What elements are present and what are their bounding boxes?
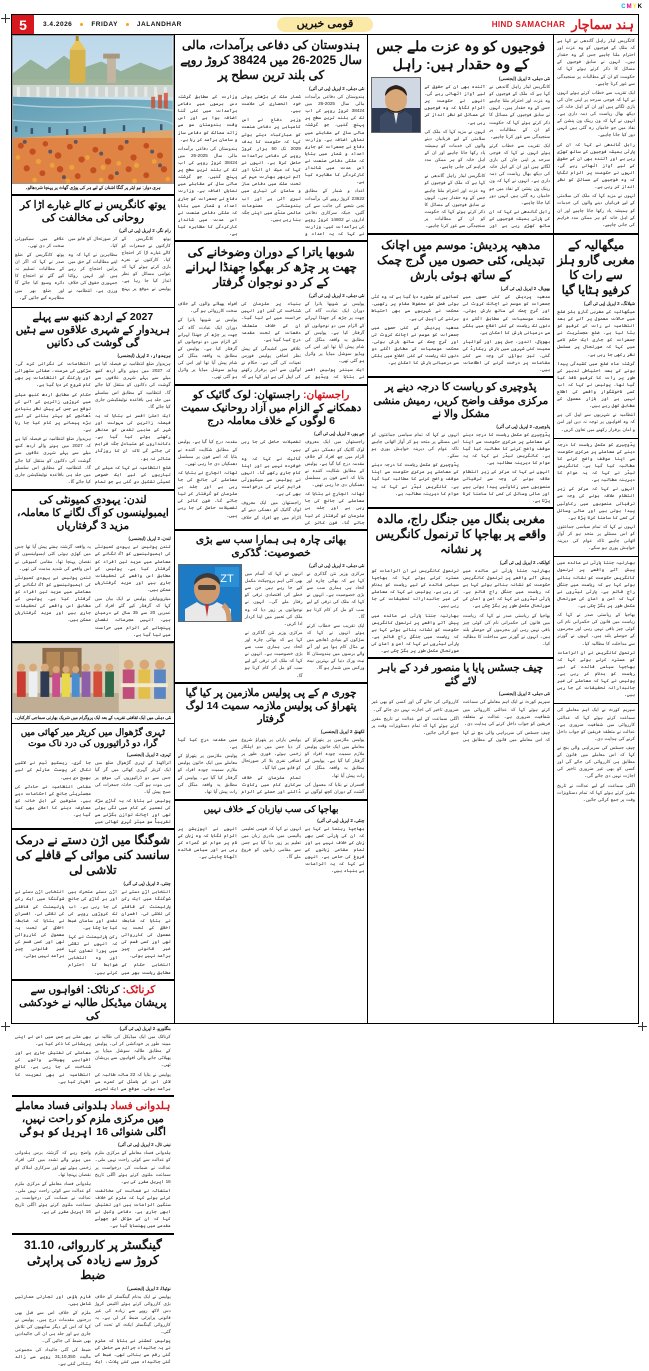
- column-far-right: [554, 35, 638, 1023]
- article-headline: [178, 687, 365, 726]
- article-byline: ہریدوار، 2 اپریل (ایجنسی): [117, 353, 171, 359]
- publication-city: JALANDHAR: [136, 21, 182, 28]
- article-body: میگھالیہ کے مغربی گارو ہلز ضلع میں حالات معمول پر آنے کے بعد انتظامیہ نے رات کے کرفیو کو ہٹا لیا ہے۔ ضلع مجسٹریٹ نے جمعرات کو جاری ایک حکم نامے میں کہا کہ صورتحال پر مسلسل نظر رکھی جا رہی ہے۔ گزشتہ ماہ ضلع میں کشیدگی پیدا ہونے کے بعد احتیاطی تدبیر کے طور پر رات کا کرفیو نافذ کیا گیا تھا۔ پولیس نے کہا کہ اب کسی ناخوشگوار واقعے کی اطلاع نہیں ہے اور بازار معمول کے مطابق کھل رہے ہیں۔ انتظامیہ نے شہریوں سے اپیل کی ہے کہ وہ افواہوں پر توجہ نہ دیں اور امن و امان برقرار رکھنے میں تعاون کریں۔: [557, 308, 635, 432]
- dateline: [34, 21, 182, 28]
- article-body: انتخابی اڑن دستے نے شوگنگا میں ایک رکن پارلیمنٹ کے قافلے کی تلاشی لی۔ افسران نے بتایا کہ ضابطہ اخلاق کے تحت یہ معمول کی کارروائی تھی اور کسی قسم کی غیر قانونی چیز برآمد نہیں ہوئی۔ انتخابی حکام کے مطابق ریاست بھر میں اڑن دستے متحرک ہیں اور ہر گاڑی کی جانچ کی جا رہی ہے۔ اب تک کروڑوں روپے کی نقدی اور سامان ضبط کیا جا چکا ہے۔ رکن پارلیمنٹ نے کہا کہ انہوں نے تلاشی میں پورا تعاون کیا اور وہ انتخابی ضوابط کا احترام کرتے ہیں۔ انتخابی اڑن دستے نے شوگنگا میں ایک رکن پارلیمنٹ کے قافلے کی تلاشی لی۔ افسران نے بتایا کہ ضابطہ اخلاق کے تحت یہ معمول کی کارروائی تھی اور کسی قسم کی غیر قانونی چیز برآمد نہیں ہوئی۔: [15, 889, 171, 975]
- brand-name-english: HIND SAMACHAR: [491, 20, 566, 29]
- column-right: [368, 35, 554, 1023]
- article-body: سپریم کورٹ نے ایک اہم معاملے کی سماعت کرتے ہوئے کہا کہ عدالتی کارروائی میں شفافیت ضروری ہے۔ عدالت نے متعلقہ فریقین کو جواب داخل کرنے کی ہدایت دی۔ چیف جسٹس کی سربراہی والی بنچ نے کہا کہ اس معاملے میں قانون کے مطابق ہی کارروائی کی جائے گی اور کسی کو بھی غیر ضروری تاخیر کی اجازت نہیں دی جائے گی۔ اگلی سماعت کے لیے عدالت نے تاریخ مقرر کرتے ہوئے کہا کہ تمام دستاویزات وقت پر جمع کرائی جائیں۔: [557, 707, 635, 802]
- group-photo-figure: [12, 641, 174, 723]
- article-body: کرناٹک میں ایک میڈیکل کی طالبہ نے مبینہ طور پر خودکشی کر لی۔ پولیس کے مطابق طالبہ سوشل میڈیا پر پھیلائی جانے والی افواہوں سے پریشان تھی۔ پولیس نے بتایا کہ 22 سالہ طالبہ کی لاش اس کے ہاسٹل کے کمرے سے برآمد ہوئی۔ موقع سے ایک تحریر بھی ملی ہے جس میں اس نے اپنی پریشانی کا ذکر کیا ہے۔ معاملے کی تفتیش جاری ہے اور افواہیں پھیلانے والوں کی شناخت کی جا رہی ہے۔ کالج انتظامیہ نے بھی تعزیت کا اظہار کیا ہے۔: [15, 1034, 171, 1091]
- article-byline: پڈوچیری، 2 اپریل (پی ٹی آئی): [496, 423, 551, 429]
- article-body: ہریدوار ضلع انتظامیہ نے فیصلہ کیا ہے کہ 2027 میں ہونے والے اردھ کنبھ میلے سے پہلے شہری علاقوں سے گوشت کی دکانوں کو منتقل کیا جائے گا۔ انتظامیہ کے مطابق اس سلسلے میں جلد ہی باقاعدہ نوٹیفکیشن جاری کیا جائے گا۔ ایک اعلیٰ افسر نے بتایا کہ یہ فیصلہ زائرین کی سہولت اور شہر کے مذہبی تقدس کو مدنظر رکھتے ہوئے کیا گیا ہے۔ دکانداروں کو متبادل جگہ فراہم کی جائے گی تاکہ ان کا روزگار متاثر نہ ہو۔ ضلع انتظامیہ نے کہا کہ میلے کی تیاریوں کے لیے ایک خصوصی کمیٹی تشکیل دی گئی ہے جو تمام انتظامات کی نگرانی کرے گی۔ سڑکوں کی مرمت، صفائی ستھرائی اور پارکنگ کے انتظامات پر بھی کام شروع کر دیا گیا ہے۔ حکام کے مطابق اردھ کنبھ میلے میں کروڑوں زائرین کے آنے کی توقع ہے جس کے پیش نظر بنیادی ڈھانچے کو بہتر بنانے کے لیے بڑے پیمانے پر کام کیا جا رہا ہے۔ ہریدوار ضلع انتظامیہ نے فیصلہ کیا ہے کہ 2027 میں ہونے والے اردھ کنبھ میلے سے پہلے شہری علاقوں سے گوشت کی دکانوں کو منتقل کیا جائے گا۔ انتظامیہ کے مطابق اس سلسلے میں جلد ہی باقاعدہ نوٹیفکیشن جاری کیا جائے گا۔: [15, 361, 171, 484]
- article-byline: نوئیڈا، 2 اپریل (ایجنسی): [127, 1285, 171, 1291]
- article-byline: نئی دہلی، 2 اپریل (پی ٹی آئی): [309, 563, 365, 568]
- article-london-arrests: [12, 489, 174, 641]
- headline-main: ہندوستان کی دفاعی برآمدات، مالی سال 2025-26 میں 38424 کروڑ روپے کی بلند ترین سطح پر: [180, 38, 362, 82]
- article-byline: لندن، 2 اپریل (ایجنسی): [128, 536, 171, 542]
- article-byline: نئی دہلی، 2 اپریل (ایجنسی): [499, 76, 551, 81]
- article-police-stone-pelting: [175, 682, 368, 799]
- headline-main: 2027 کے اردھ کنبھ سے پہلے ہریدوار کے شہری علاقوں سے ہٹیں گی گوشت کی دکانیں: [15, 310, 171, 349]
- column-center: [175, 35, 369, 1023]
- article-byline: رام نگر، 2 اپریل (پی ٹی آئی): [119, 227, 171, 233]
- headline-main: ٹہری گڑھوال میں کریٹر میر کھائی میں گرا، دو ڈرائیوروں کی درد ناک موت: [20, 726, 166, 749]
- article-rajasthan-case: [175, 384, 368, 529]
- headline-kicker: کرناٹک:: [122, 983, 156, 996]
- article-headline: [178, 534, 365, 560]
- article-headline: [15, 1238, 171, 1283]
- headline-main: چیف جسٹس پایا یا منصور فرد کے باہر لائے گئے: [378, 662, 544, 688]
- article-mp-weather: [368, 233, 553, 376]
- headline-main: میگھالیہ کے مغربی گارو ہلز سے رات کا کرفیو ہٹایا گیا: [557, 237, 635, 297]
- article-body: راجستھان میں ایک معروف لوک گائیک کو دھمکی دینے کے الزام میں چھ افراد کے خلاف مقدمہ درج کیا گیا ہے۔ پولیس کے مطابق شکایت کنندہ نے بتایا کہ اسے فون پر مسلسل دھمکیاں دی جا رہی تھیں۔ تھانہ انچارج نے بتایا کہ معاملے کی جانچ کی جا رہی ہے اور جلد ہی ملزمان کو گرفتار کر لیا جائے گا۔ فون کالز کی تفصیلات حاصل کی جا رہی ہیں۔ گائیک نے کہا کہ وہ خوفزدہ نہیں ہے اور اپنا کام جاری رکھے گا۔ انہوں نے پولیس سے سیکیورٹی فراہم کرنے کی درخواست بھی کی ہے۔ راجستھان میں ایک معروف لوک گائیک کو دھمکی دینے کے الزام میں چھ افراد کے خلاف مقدمہ درج کیا گیا ہے۔ پولیس کے مطابق شکایت کنندہ نے بتایا کہ اسے فون پر مسلسل دھمکیاں دی جا رہی تھیں۔ تھانہ انچارج نے بتایا کہ معاملے کی جانچ کی جا رہی ہے اور جلد ہی ملزمان کو گرفتار کر لیا جائے گا۔ فون کالز کی تفصیلات حاصل کی جا رہی ہیں۔: [177, 439, 365, 525]
- brand-logo: [492, 17, 638, 33]
- article-headline: [178, 804, 365, 815]
- article-byline: چنئی، 2 اپریل (پی ٹی آئی): [317, 817, 365, 823]
- article-bengal-jungle-raj: [368, 507, 553, 657]
- article-body: کانگریس لیڈر راہل گاندھی نے کہا ہے کہ ملک کے فوجیوں کو وہ عزت اور احترام ملنا چاہیے جس کے وہ حقدار ہیں۔ انہوں نے سابق فوجیوں کے مسائل کا ذکر کرتے ہوئے کہا کہ حکومت کو ان کے مطالبات پر سنجیدگی سے غور کرنا چاہیے۔ ایک تقریب سے خطاب کرتے ہوئے انہوں نے کہا کہ فوجی سرحد پر اپنی جان کی بازی لگاتے ہیں اور ان کے اہل خانہ کی دیکھ بھال ریاست کی ذمہ داری ہے۔ انہوں نے کہا کہ ون رینک ون پنشن کے نفاذ میں جو خامیاں رہ گئی ہیں انہیں دور کیا جانا چاہیے۔ راہل گاندھی نے کہا کہ ان کی پارٹی ہمیشہ فوجیوں کے ساتھ کھڑی رہی ہے اور آئندہ بھی ان کے حقوق کے لیے آواز اٹھاتی رہے گی۔ انہوں نے حکومت پر الزام لگایا کہ وہ فوجیوں کے مسائل کو نظر انداز کر رہی ہے۔ انہوں نے مزید کہا کہ ملک کی سلامتی کے لیے قربانیاں دینے والوں کی خدمات کو ہمیشہ یاد رکھا جانا چاہیے اور ان کے اہل خانہ کو ہر ممکن مدد فراہم کی جانی چاہیے۔ کانگریس لیڈر راہل گاندھی نے کہا ہے کہ ملک کے فوجیوں کو وہ عزت اور احترام ملنا چاہیے جس کے وہ حقدار ہیں۔ انہوں نے سابق فوجیوں کے مسائل کا ذکر کرتے ہوئے کہا کہ حکومت کو ان کے مطالبات پر سنجیدگی سے غور کرنا چاہیے۔: [424, 84, 551, 229]
- article-byline: ٹہری، 2 اپریل (ایجنسی): [127, 752, 171, 758]
- article-body: مرکزی وزیر نتن گڈکری نے کہا ہے کہ بھائی چارہ اور اتحاد ہی ہماری سب سے بڑی خصوصیت ہے۔ انہوں نے کہا کہ ملک کی ترقی کے لیے سب کو مل کر کام کرنا ہو گا۔ ایک تقریب سے خطاب کرتے ہوئے انہوں نے کہا کہ سڑکوں کے بنیادی ڈھانچے میں بے مثال کام ہوا ہے اور آنے والے برسوں میں ہندوستان کا نیٹ ورک دنیا کے بہترین نیٹ ورکس میں شمار ہو گا۔ انہوں نے کہا کہ آسام میں بھی کئی اہم پروجیکٹ مکمل کیے جا رہے ہیں جن سے خطے کی اقتصادی ترقی کو رفتار ملے گی۔ انہوں نے نوجوانوں پر زور دیا کہ وہ ملک کی تعمیر میں اپنا کردار ادا کریں۔ مرکزی وزیر نتن گڈکری نے کہا ہے کہ بھائی چارہ اور اتحاد ہی ہماری سب سے بڑی خصوصیت ہے۔ انہوں نے کہا کہ ملک کی ترقی کے لیے سب کو مل کر کام کرنا ہو گا۔: [244, 571, 365, 678]
- cmyk-y: Y: [632, 4, 638, 10]
- article-byline: بھوپال، 2 اپریل (پی ٹی آئی): [500, 286, 551, 292]
- publication-date: 3.4.2026: [43, 21, 73, 28]
- registration-cross-bottom-right: [638, 1022, 647, 1031]
- cmyk-k: K: [637, 4, 643, 10]
- article-headline: [371, 38, 550, 73]
- headline-kicker: راجستھان:: [303, 389, 350, 402]
- separator-dot-icon: [126, 23, 129, 26]
- article-headline: [15, 984, 171, 1023]
- article-headline: [371, 238, 550, 283]
- article-rahul-sidebar: [554, 35, 638, 233]
- article-headline: [371, 381, 550, 420]
- article-jeep-sidebar: [554, 703, 638, 807]
- article-byline: نئی دہلی، 2 اپریل (پی ٹی آئی): [309, 293, 365, 299]
- article-byline: چنئی، 2 اپریل (پی ٹی آئی): [123, 881, 171, 887]
- headline-main: شوبھا یاترا کے دوران وضوخانے کی چھت پر چڑھ کر بھگوا جھنڈا لہرانے کے کر دو نوجوان گرفتار: [185, 245, 357, 290]
- masthead: [12, 15, 638, 35]
- headline-main: مدھیہ پردیش: موسم میں اچانک تبدیلی، کئی حصوں میں گرج چمک کے ساتھ ہوئی بارش: [376, 238, 545, 283]
- portrait-figure: [371, 77, 421, 133]
- article-gadkari: [175, 529, 368, 682]
- headline-main: فوجیوں کو وہ عزت ملے جس کے وہ حقدار ہیں: راہل: [376, 38, 546, 72]
- article-defence-budget: [175, 35, 368, 240]
- article-headline: [15, 1100, 171, 1139]
- publication-day: FRIDAY: [91, 21, 118, 28]
- article-body: لندن پولیس نے یہودی کمیونٹی کی ایمبولینسوں کو آگ لگانے کے معاملے میں مزید تین افراد کو گرفتار کیا ہے۔ پولیس کے مطابق اس واقعے کی تحقیقات جاری ہیں اور مزید گرفتاریاں ممکن ہیں۔ میٹروپولیٹن پولیس نے ایک بیان میں کہا کہ گرفتار کیے گئے افراد کی عمریں 20 سے 35 سال کے درمیان ہیں۔ انہیں مجرمانہ نقصان پہنچانے کے الزام میں حراست میں لیا گیا ہے۔ یہ واقعہ گزشتہ ہفتے پیش آیا تھا جس میں کھڑی ہوئی کئی ایمبولینسوں کو نقصان پہنچا تھا۔ مقامی کمیونٹی نے اس واقعے کی شدید مذمت کی تھی۔ لندن پولیس نے یہودی کمیونٹی کی ایمبولینسوں کو آگ لگانے کے معاملے میں مزید تین افراد کو گرفتار کیا ہے۔ پولیس کے مطابق اس واقعے کی تحقیقات جاری ہیں اور مزید گرفتاریاں ممکن ہیں۔: [15, 544, 171, 637]
- page-body-grid: [12, 35, 638, 1367]
- article-shobha-yatra: [175, 240, 368, 384]
- page-number-badge: 5: [12, 15, 34, 34]
- photo-caption: نئی دہلی میں ایک ثقافتی تقریب کے بعد ایک پروگرام میں شریک بھارتی سماجی کارکنان۔: [14, 714, 172, 720]
- registration-cross-top-left: [1, 14, 10, 23]
- article-headline: [15, 199, 171, 225]
- article-headline: [178, 38, 365, 83]
- headline-main: لندن: یہودی کمیونٹی کی ایمبولینسوں کو آگ لگانے کا معاملہ، مزید 3 گرفتاریاں: [16, 493, 169, 533]
- article-gangster-action: [12, 1233, 174, 1371]
- article-body: پولیس ملازمین پر پتھراؤ کے معاملے میں ایک خاتون پولیس ملازم سمیت چودہ افراد کو گرفتار کیا گیا ہے۔ پولیس کے مطابق یہ واقعہ منگل کی رات پیش آیا تھا۔ افسران نے بتایا کہ معمول کی گشت کے دوران کچھ لوگوں نے پولیس پارٹی پر پتھراؤ شروع کر دیا جس میں دو اہلکار زخمی ہوئے۔ فوری طور پر اضافی نفری بلا کر صورتحال کو قابو میں کیا گیا۔ تمام ملزمان کے خلاف سرکاری کام میں رکاوٹ ڈالنے اور حملے کے الزام میں مقدمہ درج کیا گیا ہے۔ پولیس ملازمین پر پتھراؤ کے معاملے میں ایک خاتون پولیس ملازم سمیت چودہ افراد کو گرفتار کیا گیا ہے۔ پولیس کے مطابق یہ واقعہ منگل کی رات پیش آیا تھا۔: [177, 737, 365, 794]
- article-byline: جے پور، 2 اپریل (پی ٹی آئی): [314, 431, 365, 437]
- cmyk-c: C: [621, 4, 627, 10]
- article-headline: [557, 238, 635, 298]
- article-byline: نئی دہلی، 2 اپریل (پی ٹی آئی): [309, 86, 365, 91]
- article-shivganga-flying-squad: [12, 828, 174, 978]
- article-headline: [371, 662, 550, 688]
- article-meghalaya-curfew: [554, 233, 638, 438]
- article-headline: [15, 494, 171, 533]
- article-meat-shops-2027: [12, 307, 174, 489]
- article-body: بھاجپا رہنما نے کہا ہے کہ ان کی پارٹی کسی بھی زبان کے خلاف نہیں ہے اور تمام مقامی زبانوں کے فروغ کی حامی ہے۔ انہوں نے کہا کہ یہ الزامات بے بنیاد ہیں۔ انہوں نے کہا کہ قومی تعلیمی پالیسی میں مادری زبان میں تعلیم پر زور دیا گیا ہے جس سے مقامی زبانوں کو فروغ ملے گا۔ انہوں نے اپوزیشن پر الزام لگایا کہ وہ زبان کے نام پر عوام کو گمراہ کر رہی ہے اور سیاسی فائدہ اٹھانا چاہتی ہے۔: [177, 825, 365, 874]
- column-left: [12, 35, 175, 1367]
- brand-name-urdu: ہند سماچار: [571, 16, 634, 32]
- article-body: سپریم کورٹ نے ایک اہم معاملے کی سماعت کرتے ہوئے کہا کہ عدالتی کارروائی میں شفافیت ضروری ہے۔ عدالت نے متعلقہ فریقین کو جواب داخل کرنے کی ہدایت دی۔ چیف جسٹس کی سربراہی والی بنچ نے کہا کہ اس معاملے میں قانون کے مطابق ہی کارروائی کی جائے گی اور کسی کو بھی غیر ضروری تاخیر کی اجازت نہیں دی جائے گی۔ اگلی سماعت کے لیے عدالت نے تاریخ مقرر کرتے ہوئے کہا کہ تمام دستاویزات وقت پر جمع کرائی جائیں۔: [371, 699, 551, 742]
- registration-cross-bottom-left: [1, 1022, 10, 1031]
- headline-main: ہلدوانی فساد معاملے میں مرکزی ملزم کو راحت نہیں، اگلی شنوائی 16 اپریل کو ہوگی: [15, 1099, 166, 1139]
- haridwar-ganga-photo: [12, 35, 174, 184]
- section-title-badge: قومی خبریں: [277, 17, 373, 32]
- svg-text:ZT: ZT: [220, 573, 234, 585]
- photo-caption: ہری دوار: نیو ایئر پر گنگا اشنان کے لیے ہر کی پوڑی گھاٹ پر پہنچا شردھالو۔: [25, 185, 161, 191]
- article-body: بھارتیہ جنتا پارٹی نے مالدہ میں پیش آئے واقعے پر ترنمول کانگریس حکومت کو نشانہ بناتے ہوئے کہا ہے کہ ریاست میں جنگل راج قائم ہے۔ پارٹی لیڈروں نے کہا کہ امن و امان کی صورتحال مکمل طور پر بگڑ چکی ہے۔ بھاجپا کے ریاستی صدر نے کہا کہ ریاست میں قانون کی حکمرانی نام کی کوئی چیز باقی نہیں رہی اور مجرموں کے حوصلے بلند ہیں۔ انہوں نے گورنر سے مداخلت کا مطالبہ کیا۔ ترنمول کانگریس نے ان الزامات کو مسترد کرتے ہوئے کہا کہ بھاجپا سیاسی فائدے کے لیے ریاست کو بدنام کر رہی ہے۔ پولیس نے کہا کہ معاملے کی غیر جانبدارانہ تحقیقات کی جا رہی ہیں۔: [557, 560, 635, 698]
- headline-main: شوگنگا میں اڑن دستے نے درمک سانسد کنی موائی کے قافلے کی تلاشی لی: [15, 833, 171, 878]
- gadkari-photo: [178, 564, 242, 622]
- separator-dot-icon: [80, 23, 83, 26]
- article-body: پڈوچیری کو مکمل ریاست کا درجہ دینے کے معاملے پر مرکزی حکومت سے اپنا موقف واضح کرنے کا مطالبہ کیا گیا ہے۔ کانگریس لیڈر نے کہا کہ یہ عوام کا دیرینہ مطالبہ ہے۔ انہوں نے کہا کہ مرکز کے زیر انتظام علاقہ ہونے کی وجہ سے ترقیاتی منصوبوں میں رکاوٹیں پیدا ہوتی ہیں اور مالی وسائل کی کمی کا سامنا کرنا پڑتا ہے۔ انہوں نے کہا کہ تمام سیاسی جماعتوں کو اس مسئلے پر متحد ہو کر آواز اٹھانی چاہیے تاکہ عوام کی دیرینہ خواہش پوری ہو سکے۔ پڈوچیری کو مکمل ریاست کا درجہ دینے کے معاملے پر مرکزی حکومت سے اپنا موقف واضح کرنے کا مطالبہ کیا گیا ہے۔ کانگریس لیڈر نے کہا کہ یہ عوام کا دیرینہ مطالبہ ہے۔: [371, 431, 551, 503]
- headline-main: کرناٹک: افواہوں سے پریشان میڈیکل طالبہ نے خودکشی کی: [19, 983, 167, 1022]
- article-body: ہلدوانی فساد معاملے کے مرکزی ملزم کو عدالت سے کوئی راحت نہیں ملی۔ عدالت نے ضمانت کی درخواست پر سماعت ملتوی کرتے ہوئے اگلی تاریخ 16 اپریل مقرر کی ہے۔ استغاثہ نے ضمانت کی مخالفت کرتے ہوئے کہا کہ ملزم کے خلاف سنگین الزامات ہیں اور تفتیش ابھی جاری ہے۔ دفاعی وکیل نے کہا کہ ان کے مؤکل کو جھوٹے مقدمے میں پھنسایا گیا ہے۔ واضح رہے کہ گزشتہ برس ہلدوانی میں ہونے والے تشدد میں کئی افراد زخمی ہوئے تھے اور سرکاری املاک کو نقصان پہنچا تھا۔ ہلدوانی فساد معاملے کے مرکزی ملزم کو عدالت سے کوئی راحت نہیں ملی۔ عدالت نے ضمانت کی درخواست پر سماعت ملتوی کرتے ہوئے اگلی تاریخ 16 اپریل مقرر کی ہے۔: [15, 1150, 171, 1229]
- rahul-portrait-image: [371, 77, 421, 133]
- lead-photo-figure: [12, 35, 174, 194]
- article-body: بھارتیہ جنتا پارٹی نے مالدہ میں پیش آئے واقعے پر ترنمول کانگریس حکومت کو نشانہ بناتے ہوئے کہا ہے کہ ریاست میں جنگل راج قائم ہے۔ پارٹی لیڈروں نے کہا کہ امن و امان کی صورتحال مکمل طور پر بگڑ چکی ہے۔ بھاجپا کے ریاستی صدر نے کہا کہ ریاست میں قانون کی حکمرانی نام کی کوئی چیز باقی نہیں رہی اور مجرموں کے حوصلے بلند ہیں۔ انہوں نے گورنر سے مداخلت کا مطالبہ کیا۔ ترنمول کانگریس نے ان الزامات کو مسترد کرتے ہوئے کہا کہ بھاجپا سیاسی فائدے کے لیے ریاست کو بدنام کر رہی ہے۔ پولیس نے کہا کہ معاملے کی غیر جانبدارانہ تحقیقات کی جا رہی ہیں۔ بھارتیہ جنتا پارٹی نے مالدہ میں پیش آئے واقعے پر ترنمول کانگریس حکومت کو نشانہ بناتے ہوئے کہا ہے کہ ریاست میں جنگل راج قائم ہے۔ پارٹی لیڈروں نے کہا کہ امن و امان کی صورتحال مکمل طور پر بگڑ چکی ہے۔: [371, 567, 551, 654]
- article-jeep-accident: [368, 657, 553, 746]
- cmyk-m: M: [626, 4, 633, 10]
- article-body: اتراکھنڈ کے ٹہری گڑھوال ضلع میں ایک کریٹر گہری کھائی میں گر گیا جس سے دو ڈرائیوروں کی موقع پر ہی موت ہو گئی۔ حادثہ جمعرات کی صبح پیش آیا۔ پولیس نے بتایا کہ یہ گاڑی سڑک کی تعمیر کے کام میں لگی ہوئی تھی اور اچانک توازن بگڑنے سے تقریباً سو میٹر گہری کھائی میں جا گری۔ ریسکیو ٹیم نے لاشیں نکال کر پوسٹ مارٹم کے لیے بھیج دی ہیں۔ مقامی انتظامیہ نے حادثے کی مجسٹریٹی جانچ کے احکامات دیے ہیں۔ متوفین کے اہل خانہ کو معاوضہ دینے کا اعلان بھی کیا گیا ہے۔: [15, 760, 171, 825]
- article-rahul-soldiers: [368, 35, 553, 233]
- headline-main: بھاجپا کی سب نیازبان کے خلاف نہیں: [203, 803, 339, 814]
- headline-main: مغربی بنگال میں جنگل راج، مالدہ واقعے پر بھاجپا کا ترنمول کانگریس پر نشانہ: [375, 511, 547, 556]
- article-byline: لکھنؤ، 2 اپریل (ایجنسی): [321, 729, 365, 735]
- article-headline: [15, 311, 171, 350]
- article-headline: [178, 389, 365, 428]
- article-puducherry: [368, 376, 553, 506]
- article-byline: نینی تال، 2 اپریل (پی ٹی آئی): [118, 1142, 171, 1148]
- article-body: یوتھ کانگریس کے کارکنوں نے جمعرات کو کالے غبارے اڑا کر احتجاج کیا۔ کارکنوں نے نعرے بازی کرتے ہوئے کہا کہ عوامی مسائل کو نظر انداز کیا جا رہا ہے۔ پولیس نے موقع پر پہنچ کر صورتحال کو قابو میں کیا۔ مظاہرین نے کہا کہ وہ اپنے مطالبات کے حق میں پرامن احتجاج کر رہے ہیں اور انہیں روکنا جمہوری حقوق کی خلاف ورزی ہے۔ انتظامیہ نے علاقے میں سیکیورٹی سخت کر دی تھی۔ یوتھ کانگریس کے ضلع صدر نے کہا کہ اگر ان کے مطالبات تسلیم نہ کیے گئے تو احتجاج کا دائرہ وسیع کیا جائے گا اور ضلع بھر میں مظاہرے کیے جائیں گے۔: [15, 235, 171, 300]
- article-body: پولیس نے ایک بدنام گینگسٹر کے خلاف بڑی کارروائی کرتے ہوئے اکتیس کروڑ دس لاکھ روپے سے زیادہ کی غیر قانونی پراپرٹی ضبط کر لی ہے۔ یہ کارروائی گینگسٹر ایکٹ کے تحت کی گئی۔ پولیس کمشنر نے بتایا کہ ملزم نے یہ جائیداد جرائم سے حاصل کی گئی رقم سے بنائی تھی۔ ضبط کی گئی جائیداد میں کئی پلاٹ، ایک فارم ہاؤس اور تجارتی عمارتیں شامل ہیں۔ ملزم کے خلاف اس سے قبل بھی درجنوں مقدمات درج ہیں۔ پولیس نے کہا کہ اس کے دیگر ساتھیوں کی تلاش جاری ہے اور جلد ہی ان کی جائیدادیں بھی ضبط کی جائیں گی۔ ضبط کی گئی جائیداد کی مجموعی مالیت 31,10,350 روپے سے زائد بتائی گئی ہے۔: [15, 1293, 171, 1367]
- article-youth-congress: [12, 194, 174, 304]
- article-tehri-crane: [12, 723, 174, 828]
- headline-main: پڈوچیری کو ریاست کا درجہ دینے پر مرکزی موقف واضح کریں، رمیش منشی مشکل والا نے: [373, 381, 549, 420]
- headline-main: راجستھان: لوک گائیک کو دھمکانے کے الزام میں آزاد روحانیک سمیت 6 لوگوں کے خلاف معاملہ درج: [180, 389, 362, 428]
- article-body: پڈوچیری کو مکمل ریاست کا درجہ دینے کے معاملے پر مرکزی حکومت سے اپنا موقف واضح کرنے کا مطالبہ کیا گیا ہے۔ کانگریس لیڈر نے کہا کہ یہ عوام کا دیرینہ مطالبہ ہے۔ انہوں نے کہا کہ مرکز کے زیر انتظام علاقہ ہونے کی وجہ سے ترقیاتی منصوبوں میں رکاوٹیں پیدا ہوتی ہیں اور مالی وسائل کی کمی کا سامنا کرنا پڑتا ہے۔ انہوں نے کہا کہ تمام سیاسی جماعتوں کو اس مسئلے پر متحد ہو کر آواز اٹھانی چاہیے تاکہ عوام کی دیرینہ خواہش پوری ہو سکے۔: [557, 441, 635, 551]
- headline-main: بھائی چارہ ہی ہمارا سب سے بڑی خصوصیت: گڈکری: [195, 533, 347, 559]
- article-headline: [178, 245, 365, 290]
- headline-main: چوری م کے پی پولیس ملازمین پر کیا گیا پتھراؤ کی پولیس ملازمہ سمیت 14 لوگ گرفتار: [185, 686, 357, 725]
- article-body: ہندوستان کی دفاعی برآمدات مالی سال 2025-26 میں 38424 کروڑ روپے کی اب تک کی بلند ترین سطح پر پہنچ گئیں، جو گزشتہ مالی سال کے مقابلے میں نمایاں اضافہ ہے۔ وزارت دفاع نے جمعرات کو جاری اعداد و شمار میں بتایا کہ ملکی دفاعی صنعت نے اس مدت میں شاندار کارکردگی کا مظاہرہ کیا ہے۔ اعداد و شمار کے مطابق 23622 کروڑ روپے کی برآمدات نجی شعبے کی جانب سے کی گئیں، جبکہ سرکاری دفاعی اداروں نے 14802 کروڑ روپے کی برآمدات کیں۔ وزارت نے کہا کہ یہ اعداد و شمار ملک کی بڑھتی ہوئی خود انحصاری کی علامت ہیں۔ وزیر دفاع نے اس کامیابی پر دفاعی صنعت کو مبارکباد دیتے ہوئے کہا کہ حکومت کا ہدف 2029 تک 50 ہزار کروڑ روپے کی دفاعی برآمدات حاصل کرنا ہے۔ انہوں نے کہا کہ میک ان انڈیا اور آتم نربھر بھارت مہم کے تحت ملک میں دفاعی ساز و سامان کی تیاری میں تیزی آئی ہے اور اب ہندوستانی مصنوعات عالمی منڈی میں اپنی جگہ بنا رہی ہیں۔ وزارت کے مطابق گزشتہ دس برسوں میں دفاعی برآمدات میں کئی گنا اضافہ ہوا ہے اور اس وقت ہندوستان سو سے زائد ممالک کو دفاعی ساز و سامان برآمد کر رہا ہے۔ ہندوستان کی دفاعی برآمدات مالی سال 2025-26 میں 38424 کروڑ روپے کی اب تک کی بلند ترین سطح پر پہنچ گئیں، جو گزشتہ مالی سال کے مقابلے میں نمایاں اضافہ ہے۔ وزارت دفاع نے جمعرات کو جاری اعداد و شمار میں بتایا کہ ملکی دفاعی صنعت نے اس مدت میں شاندار کارکردگی کا مظاہرہ کیا ہے۔: [177, 94, 365, 237]
- article-haldwani-riot: [12, 1095, 174, 1233]
- article-headline: [371, 512, 550, 557]
- article-bhajapa-language: [175, 799, 368, 878]
- article-headline: [15, 727, 171, 750]
- article-headline: [15, 833, 171, 878]
- article-karnataka-medical: [12, 979, 174, 1095]
- group-ceremony-photo: [12, 643, 174, 714]
- article-puducherry-sidebar: [554, 438, 638, 557]
- article-byline: کولکتہ، 2 اپریل (پی ٹی آئی): [499, 559, 551, 565]
- headline-kicker: ہلدوانی فساد: [110, 1099, 171, 1112]
- article-body: پولیس نے شوبھا یاترا کے دوران ایک عبادت گاہ کی چھت پر چڑھ کر جھنڈا لہرانے کے الزام میں دو نوجوانوں کو گرفتار کیا ہے۔ پولیس کے مطابق یہ واقعہ منگل کی شام پیش آیا تھا اور اس کی ویڈیو سوشل میڈیا پر وائرل ہو گئی تھی۔ ایک سینئر پولیس افسر نے بتایا کہ ویڈیو کی بنیاد پر ملزمان کی شناخت کی گئی اور انہیں حراست میں لے لیا گیا۔ ان کے خلاف متعلقہ دفعات کے تحت مقدمہ درج کیا گیا ہے۔ علاقے میں کشیدگی کے پیش نظر اضافی پولیس فورس تعینات کی گئی ہے۔ حکام نے لوگوں سے امن برقرار رکھنے کی اپیل کی ہے اور کہا ہے کہ افواہ پھیلانے والوں کے خلاف سخت کارروائی ہو گی۔ پولیس نے شوبھا یاترا کے دوران ایک عبادت گاہ کی چھت پر چڑھ کر جھنڈا لہرانے کے الزام میں دو نوجوانوں کو گرفتار کیا ہے۔ پولیس کے مطابق یہ واقعہ منگل کی شام پیش آیا تھا اور اس کی ویڈیو سوشل میڈیا پر وائرل ہو گئی تھی۔: [177, 301, 365, 380]
- headline-main: یوتھ کانگریس نے کالے غبارے اڑا کر روحانی کی مخالفت کی: [19, 198, 166, 224]
- headline-main: گینگسٹر پر کارروائی، 31.10 کروڑ سے زیادہ کی پراپرٹی ضبط: [23, 1237, 162, 1282]
- article-body: کانگریس لیڈر راہل گاندھی نے کہا ہے کہ ملک کے فوجیوں کو وہ عزت اور احترام ملنا چاہیے جس کے وہ حقدار ہیں۔ انہوں نے سابق فوجیوں کے مسائل کا ذکر کرتے ہوئے کہا کہ حکومت کو ان کے مطالبات پر سنجیدگی سے غور کرنا چاہیے۔ ایک تقریب سے خطاب کرتے ہوئے انہوں نے کہا کہ فوجی سرحد پر اپنی جان کی بازی لگاتے ہیں اور ان کے اہل خانہ کی دیکھ بھال ریاست کی ذمہ داری ہے۔ انہوں نے کہا کہ ون رینک ون پنشن کے نفاذ میں جو خامیاں رہ گئی ہیں انہیں دور کیا جانا چاہیے۔ راہل گاندھی نے کہا کہ ان کی پارٹی ہمیشہ فوجیوں کے ساتھ کھڑی رہی ہے اور آئندہ بھی ان کے حقوق کے لیے آواز اٹھاتی رہے گی۔ انہوں نے حکومت پر الزام لگایا کہ وہ فوجیوں کے مسائل کو نظر انداز کر رہی ہے۔ انہوں نے مزید کہا کہ ملک کی سلامتی کے لیے قربانیاں دینے والوں کی خدمات کو ہمیشہ یاد رکھا جانا چاہیے اور ان کے اہل خانہ کو ہر ممکن مدد فراہم کی جانی چاہیے۔: [557, 38, 635, 227]
- cmyk-registration-marks: [621, 4, 643, 10]
- newspaper-page: [11, 14, 639, 1367]
- article-byline: شیلانگ، 2 اپریل (پی ٹی آئی): [584, 300, 635, 306]
- article-byline: بنگلورو، 2 اپریل (پی ٹی آئی): [119, 1026, 171, 1032]
- article-byline: نئی دہلی، 2 اپریل (ایجنسی): [499, 691, 551, 697]
- article-bengal-sidebar: [554, 556, 638, 703]
- article-body: مدھیہ پردیش کے کئی حصوں میں جمعرات کو موسم نے اچانک کروٹ لی اور گرج چمک کے ساتھ بارش ہوئی۔ محکمہ موسمیات کے مطابق اگلے دو دنوں تک ریاست کے کئی اضلاع میں ہلکی سے درمیانی بارش کا امکان ہے۔ بھوپال، اندور، جبل پور اور گوالیار سمیت کئی شہروں میں بارش ریکارڈ کی گئی۔ تیز ہواؤں کی وجہ سے کئی مقامات پر درخت گرنے کی اطلاعات ہیں۔ کسانوں کو مشورہ دیا گیا ہے کہ وہ کٹی ہوئی فصل کو محفوظ مقام پر رکھیں۔ محکمہ نے شہریوں سے بھی احتیاط برتنے کی اپیل کی ہے۔ مدھیہ پردیش کے کئی حصوں میں جمعرات کو موسم نے اچانک کروٹ لی اور گرج چمک کے ساتھ بارش ہوئی۔ محکمہ موسمیات کے مطابق اگلے دو دنوں تک ریاست کے کئی اضلاع میں ہلکی سے درمیانی بارش کا امکان ہے۔: [371, 294, 551, 373]
